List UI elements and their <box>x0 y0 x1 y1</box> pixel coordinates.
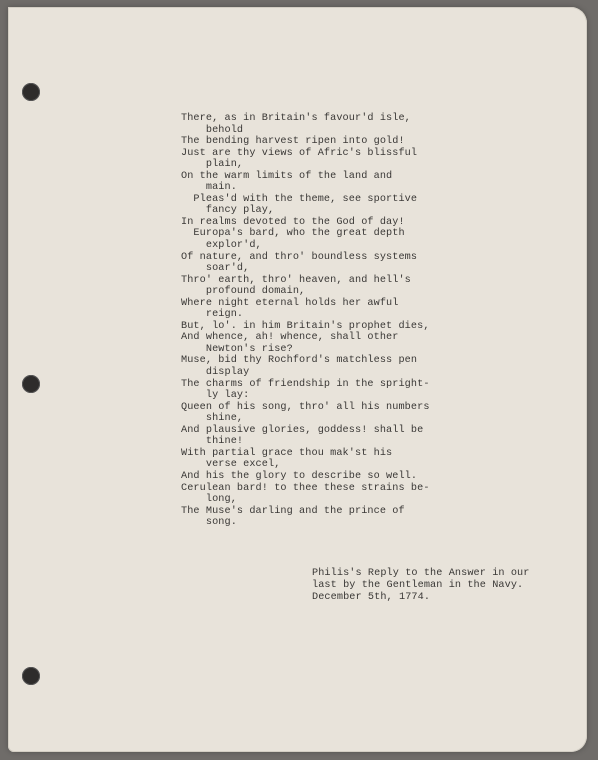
poem-line: And plausive glories, goddess! shall be <box>181 424 424 436</box>
poem-line: reign. <box>181 309 244 321</box>
attribution-line: last by the Gentleman in the Navy. <box>312 580 524 591</box>
poem-line: But, lo'. in him Britain's prophet dies, <box>181 320 430 332</box>
poem-line: Cerulean bard! to thee these strains be- <box>181 482 430 494</box>
binder-hole-top <box>22 83 40 101</box>
poem-line: plain, <box>181 159 244 171</box>
poem-line: The bending harvest ripen into gold! <box>181 136 405 148</box>
poem-line: song. <box>181 517 237 529</box>
poem-line: Just are thy views of Afric's blissful <box>181 147 418 159</box>
poem-line: display <box>181 367 250 379</box>
poem-line: soar'd, <box>181 263 250 275</box>
poem-line: fancy play, <box>181 205 275 217</box>
poem-line: With partial grace thou mak'st his <box>181 447 393 459</box>
poem-text <box>181 113 430 529</box>
poem-line: And his the glory to describe so well. <box>181 470 418 482</box>
poem-line: Thro' earth, thro' heaven, and hell's <box>181 274 411 286</box>
poem-line: The Muse's darling and the prince of <box>181 505 405 517</box>
binder-hole-bottom <box>22 667 40 685</box>
poem-line: Of nature, and thro' boundless systems <box>181 251 418 263</box>
poem-line: Europa's bard, who the great depth <box>181 228 405 240</box>
poem-line: Where night eternal holds her awful <box>181 297 399 309</box>
poem-line: Pleas'd with the theme, see sportive <box>181 193 418 205</box>
poem-line: ly lay: <box>181 390 250 402</box>
binder-hole-middle <box>22 375 40 393</box>
poem-line: shine, <box>181 413 244 425</box>
poem-line: And whence, ah! whence, shall other <box>181 332 399 344</box>
poem-line: thine! <box>181 436 244 448</box>
poem-line: There, as in Britain's favour'd isle, <box>181 113 411 124</box>
attribution-line: Philis's Reply to the Answer in our <box>312 568 530 579</box>
poem-line: behold <box>181 124 244 136</box>
poem-line: explor'd, <box>181 240 262 252</box>
poem-line: verse excel, <box>181 459 281 471</box>
poem-line: On the warm limits of the land and <box>181 170 393 182</box>
poem-line: The charms of friendship in the spright- <box>181 378 430 390</box>
poem-line: In realms devoted to the God of day! <box>181 216 405 228</box>
typed-page <box>8 7 587 752</box>
poem-line: profound domain, <box>181 286 306 298</box>
poem-line: main. <box>181 182 237 194</box>
poem-line: Muse, bid thy Rochford's matchless pen <box>181 355 418 367</box>
poem-attribution <box>312 568 529 604</box>
poem-line: long, <box>181 494 237 506</box>
poem-line: Newton's rise? <box>181 343 293 355</box>
poem-line: Queen of his song, thro' all his numbers <box>181 401 430 413</box>
attribution-line: December 5th, 1774. <box>312 592 431 603</box>
